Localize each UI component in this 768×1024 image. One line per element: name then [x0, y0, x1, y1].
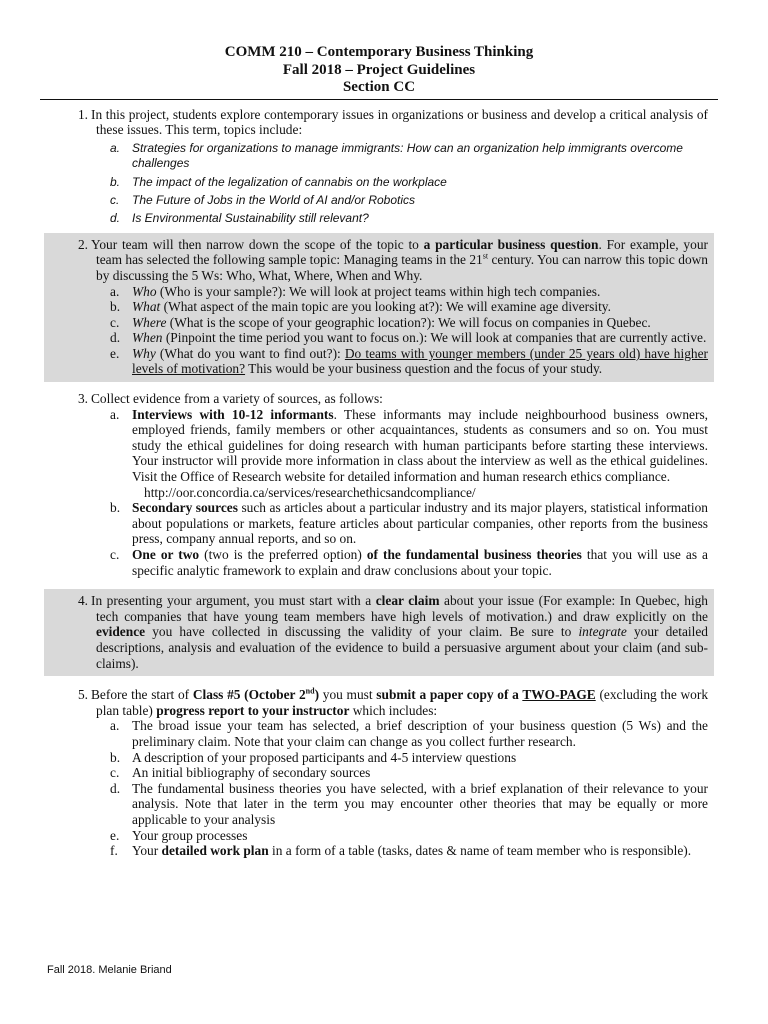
document-page: [44, 44, 714, 861]
bold-text: of the fundamental business theories: [366, 547, 582, 562]
item-text: in a form of a table (tasks, dates & name of team member who is responsible).: [268, 843, 692, 859]
text-run: you must: [319, 687, 377, 703]
section-5-intro: [50, 687, 708, 718]
text-run: your detailed descriptions, analysis and evaluation of the evidence to build a persuasive argument about your claim (and sub-claims).: [96, 624, 708, 671]
list-marker: f.: [110, 843, 118, 859]
list-item: [50, 315, 708, 331]
text-run: (excluding the work plan table): [96, 687, 709, 718]
section-4: [44, 589, 714, 676]
italic-lead: Who: [132, 283, 157, 299]
italic-lead: What: [132, 299, 161, 315]
bold-text: [193, 687, 319, 702]
text-run: which includes:: [349, 702, 438, 718]
bold-text: clear claim: [375, 593, 440, 609]
text-run: . For example, your team has selected the following sample topic: Managing teams in the 21: [96, 236, 708, 268]
list-item: [50, 843, 708, 859]
topic-text: The Future of Jobs in the World of AI and/or Robotics: [132, 192, 416, 207]
header-divider: [40, 99, 718, 100]
text-run: about your issue (For example: In Quebec, high tech companies that have young team members have high levels of motivation.) and draw explicitly on the: [96, 593, 709, 624]
topic-text: The impact of the legalization of cannabis on the workplace: [132, 174, 447, 189]
section-number: 3.: [77, 391, 88, 407]
item-text: that you will use as a specific analytic framework to explain and draw conclusions about your topic.: [132, 547, 708, 578]
section-number: 5.: [77, 687, 88, 703]
section-title: Section CC: [342, 79, 416, 95]
item-text: (What aspect of the main topic are you looking at?): We will examine age diversity.: [160, 299, 611, 315]
underlined-bold-text: TWO-PAGE: [522, 687, 596, 703]
list-item: [50, 346, 708, 377]
list-item: [50, 211, 708, 226]
list-marker: a.: [110, 140, 121, 155]
text-run: century. You can narrow this topic down by discussing the 5 Ws: Who, What, Where, When and Why.: [96, 252, 708, 283]
italic-lead: When: [132, 330, 163, 346]
item-text: . These informants may include neighbourhood business owners, employed friends, family members or other acquaintances, students as consumers and so on. You must study the ethical guidelines for doing research with human participants before starting these interviews. Your instructor will provide more information in class about the interview as well as the ethical guidelines. Visit the Office of Research website for detailed information and human research ethics compliance.: [132, 406, 709, 485]
text-run: Before the start of: [91, 687, 193, 703]
italic-lead: Why: [132, 345, 156, 361]
item-text: Your: [132, 843, 162, 859]
list-marker: b.: [110, 299, 121, 315]
list-marker: b.: [110, 749, 121, 765]
list-marker: a.: [110, 283, 120, 299]
bold-text: progress report to your instructor: [156, 702, 350, 718]
italic-text: integrate: [578, 624, 627, 640]
bold-text: ): [314, 687, 320, 703]
superscript: st: [482, 251, 489, 261]
section-number: 1.: [77, 106, 88, 122]
section-2: [44, 233, 714, 382]
list-marker: e.: [110, 827, 120, 843]
superscript: nd: [305, 686, 315, 696]
page-footer: Fall 2018. Melanie Briand: [47, 964, 172, 976]
topic-text: Is Environmental Sustainability still relevant?: [132, 211, 369, 226]
item-text: (What do you want to find out?):: [155, 345, 345, 361]
list-item: [50, 828, 708, 844]
progress-report-list: [50, 718, 708, 858]
list-marker: d.: [110, 780, 121, 796]
section-5: [44, 683, 714, 861]
list-item: [50, 750, 708, 766]
list-item: [50, 781, 708, 828]
list-item: [50, 284, 708, 300]
list-item: [50, 330, 708, 346]
section-2-intro: [50, 237, 708, 284]
research-ethics-link[interactable]: http://oor.concordia.ca/services/researchethicsandcompliance/: [144, 484, 476, 500]
bold-text: detailed work plan: [161, 843, 269, 859]
list-marker: a.: [110, 718, 120, 734]
list-marker: e.: [110, 345, 120, 361]
list-marker: b.: [110, 500, 121, 516]
bold-text: Interviews with 10-12 informants: [132, 406, 334, 422]
section-1: [44, 102, 714, 230]
text-run: In presenting your argument, you must start with a: [91, 593, 376, 609]
item-text: Your group processes: [132, 827, 248, 843]
item-text: (What is the scope of your geographic location?): We will focus on companies in Quebec.: [166, 314, 651, 330]
class-date: Class #5 (October 2: [192, 687, 306, 703]
bold-text: Secondary sources: [132, 500, 238, 516]
list-item: [50, 175, 708, 190]
list-item: [50, 765, 708, 781]
topic-text: Strategies for organizations to manage immigrants: How can an organization help immigrants overcome challenges: [132, 140, 683, 171]
list-marker: a.: [110, 406, 120, 422]
term-title: Fall 2018 – Project Guidelines: [282, 61, 476, 78]
text-run: Your team will then narrow down the scope of the topic to: [91, 236, 424, 252]
underlined-question: Do teams with younger members (under 25 years old) have higher levels of motivation?: [132, 345, 708, 377]
section-3: [44, 387, 714, 583]
item-text: The fundamental business theories you have selected, with a brief explanation of their relevance to your analysis. Note that later in the term you may encounter other theories that may be equally or more applicable to your analysis: [132, 780, 708, 827]
list-marker: c.: [110, 547, 120, 562]
item-text: (Pinpoint the time period you want to focus on.): We will look at companies that are currently active.: [162, 330, 707, 346]
section-4-intro: [50, 593, 708, 671]
item-text: (Who is your sample?): We will look at project teams within high tech companies.: [156, 283, 601, 299]
five-ws-list: [50, 284, 708, 378]
item-text: The broad issue your team has selected, a brief description of your business question (5 Ws) and the preliminary claim. Note that your claim can change as you collect further research.: [132, 718, 708, 749]
section-number: 4.: [77, 593, 88, 609]
text-run: you have collected in discussing the validity of your claim. Be sure to: [145, 624, 579, 640]
list-item: [50, 718, 708, 749]
list-item: [50, 193, 708, 208]
item-text: This would be your business question and the focus of your study.: [245, 361, 603, 377]
list-item: [50, 141, 708, 172]
list-marker: c.: [110, 314, 120, 330]
list-marker: b.: [110, 174, 121, 189]
item-text: (two is the preferred option): [199, 547, 367, 562]
section-1-text: In this project, students explore contemporary issues in organizations or business and develop a critical analysis of these issues. This term, topics include:: [91, 106, 708, 138]
list-item: [50, 547, 708, 578]
bold-text: One or two: [132, 547, 200, 562]
list-marker: d.: [110, 211, 121, 226]
list-item: [50, 407, 708, 485]
item-text: An initial bibliography of secondary sources: [132, 765, 371, 781]
course-title: COMM 210 – Contemporary Business Thinking: [224, 44, 534, 60]
bold-text: submit a paper copy of a: [376, 687, 523, 703]
list-marker: c.: [110, 192, 120, 207]
section-3-text: Collect evidence from a variety of sources, as follows:: [91, 391, 383, 407]
list-marker: c.: [110, 765, 120, 781]
evidence-list: [50, 407, 708, 485]
section-number: 2.: [77, 236, 88, 252]
list-item: [50, 500, 708, 547]
list-marker: d.: [110, 330, 121, 346]
bold-text: a particular business question: [423, 236, 599, 252]
evidence-list-cont: [50, 500, 708, 578]
list-item: [50, 299, 708, 315]
document-header: [44, 44, 714, 97]
bold-text: evidence: [96, 624, 146, 640]
section-3-intro: [50, 391, 708, 407]
item-text: such as articles about a particular industry and its major players, statistical information about populations or markets, feature articles about particular companies, other reports from the business press, company annual reports, and so on.: [132, 500, 708, 547]
section-1-intro: [50, 107, 708, 138]
item-text: A description of your proposed participants and 4-5 interview questions: [132, 749, 517, 765]
topic-list: [50, 141, 708, 227]
italic-lead: Where: [132, 314, 167, 330]
